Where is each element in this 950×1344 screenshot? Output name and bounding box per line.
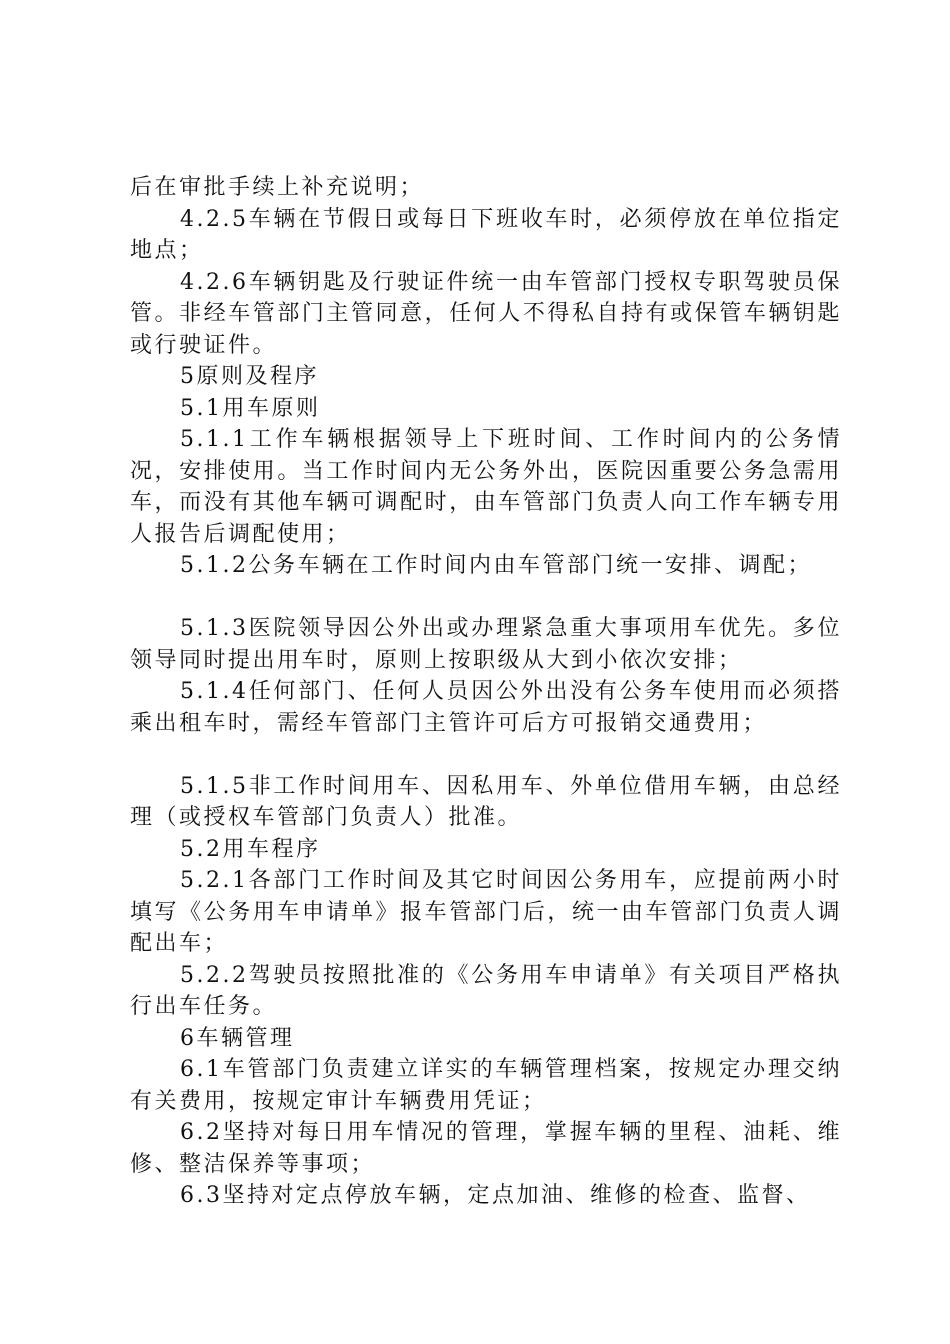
paragraph: 6.3坚持对定点停放车辆，定点加油、维修的检查、监督、 xyxy=(180,1183,811,1208)
paragraph: 6.2坚持对每日用车情况的管理，掌握车辆的里程、油耗、维修、整洁保养等事项； xyxy=(130,1120,842,1177)
subsection-heading: 5.2用车程序 xyxy=(180,836,321,862)
paragraph: 5.2.2驾驶员按照批准的《公务用车申请单》有关项目严格执行出车任务。 xyxy=(130,962,842,1019)
paragraph: 4.2.5车辆在节假日或每日下班收车时，必须停放在单位指定地点； xyxy=(130,206,842,263)
paragraph: 后在审批手续上补充说明； xyxy=(130,175,425,200)
paragraph: 4.2.6车辆钥匙及行驶证件统一由车管部门授权专职驾驶员保管。非经车管部门主管同意，任何人不得私自持有或保管车辆钥匙或行驶证件。 xyxy=(130,269,842,358)
section-heading: 5原则及程序 xyxy=(180,364,319,389)
paragraph: 5.1.1工作车辆根据领导上下班时间、工作时间内的公务情况，安排使用。当工作时间内无公务外出，医院因重要公务急需用车，而没有其他车辆可调配时，由车管部门负责人向工作车辆专用人报告后调配使用； xyxy=(130,427,842,547)
paragraph: 5.1.4任何部门、任何人员因公外出没有公务车使用而必须搭乘出租车时，需经车管部门主管许可后方可报销交通费用； xyxy=(130,679,842,736)
section-heading: 6车辆管理 xyxy=(180,1025,295,1051)
paragraph: 5.1.3医院领导因公外出或办理紧急重大事项用车优先。多位领导同时提出用车时，原则上按职级从大到小依次安排； xyxy=(130,616,842,673)
paragraph: 5.1.5非工作时间用车、因私用车、外单位借用车辆，由总经理（或授权车管部门负责人）批准。 xyxy=(130,773,842,830)
document-body xyxy=(130,172,842,1212)
paragraph: 6.1车管部门负责建立详实的车辆管理档案，按规定办理交纳有关费用，按规定审计车辆费用凭证； xyxy=(130,1057,842,1114)
subsection-heading: 5.1用车原则 xyxy=(180,395,321,421)
paragraph: 5.2.1各部门工作时间及其它时间因公务用车，应提前两小时填写《公务用车申请单》报车管部门后，统一由车管部门负责人调配出车； xyxy=(130,868,842,956)
paragraph: 5.1.2公务车辆在工作时间内由车管部门统一安排、调配； xyxy=(180,553,812,578)
